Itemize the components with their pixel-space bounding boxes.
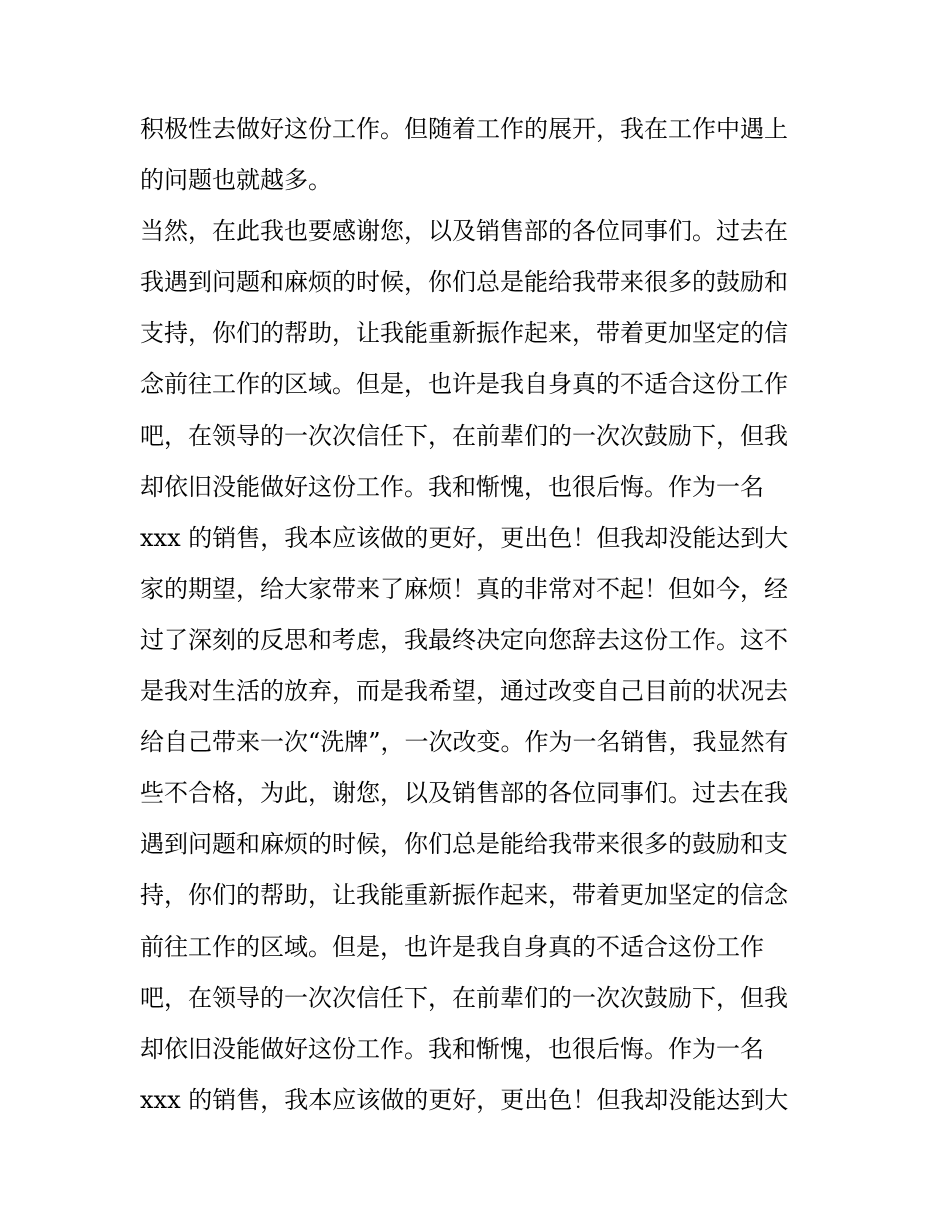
text-line-17: 前往工作的区域。但是，也许是我自身真的不适合这份工作 xyxy=(140,932,764,961)
text-line-7: 吧，在领导的一次次信任下，在前辈们的一次次鼓励下，但我 xyxy=(140,421,788,450)
text-line-15: 遇到问题和麻烦的时候，你们总是能给我带来很多的鼓励和支 xyxy=(140,830,788,859)
text-line-12: 是我对生活的放弃，而是我希望，通过改变自己目前的状况去 xyxy=(140,677,788,706)
text-line-10: 家的期望，给大家带来了麻烦！真的非常对不起！但如今，经 xyxy=(140,574,788,603)
text-line-3: 当然，在此我也要感谢您，以及销售部的各位同事们。过去在 xyxy=(140,217,788,246)
text-line-20: xxx 的销售，我本应该做的更好，更出色！但我却没能达到大 xyxy=(140,1085,789,1114)
text-line-8: 却依旧没能做好这份工作。我和惭愧，也很后悔。作为一名 xyxy=(140,472,764,501)
text-line-18: 吧，在领导的一次次信任下，在前辈们的一次次鼓励下，但我 xyxy=(140,983,788,1012)
text-line-13: 给自己带来一次“洗牌”，一次改变。作为一名销售，我显然有 xyxy=(140,728,789,757)
text-line-5: 支持，你们的帮助，让我能重新振作起来，带着更加坚定的信 xyxy=(140,319,788,348)
text-line-2: 的问题也就越多。 xyxy=(140,166,332,195)
text-line-14: 些不合格，为此，谢您，以及销售部的各位同事们。过去在我 xyxy=(140,779,788,808)
text-line-4: 我遇到问题和麻烦的时候，你们总是能给我带来很多的鼓励和 xyxy=(140,268,788,297)
text-line-19: 却依旧没能做好这份工作。我和惭愧，也很后悔。作为一名 xyxy=(140,1034,764,1063)
text-line-9: xxx 的销售，我本应该做的更好，更出色！但我却没能达到大 xyxy=(140,523,789,552)
text-line-16: 持，你们的帮助，让我能重新振作起来，带着更加坚定的信念 xyxy=(140,881,788,910)
body-text xyxy=(140,104,820,1126)
text-line-6: 念前往工作的区域。但是，也许是我自身真的不适合这份工作 xyxy=(140,370,788,399)
text-line-1: 积极性去做好这份工作。但随着工作的展开，我在工作中遇上 xyxy=(140,115,788,143)
text-line-11: 过了深刻的反思和考虑，我最终决定向您辞去这份工作。这不 xyxy=(140,625,788,654)
